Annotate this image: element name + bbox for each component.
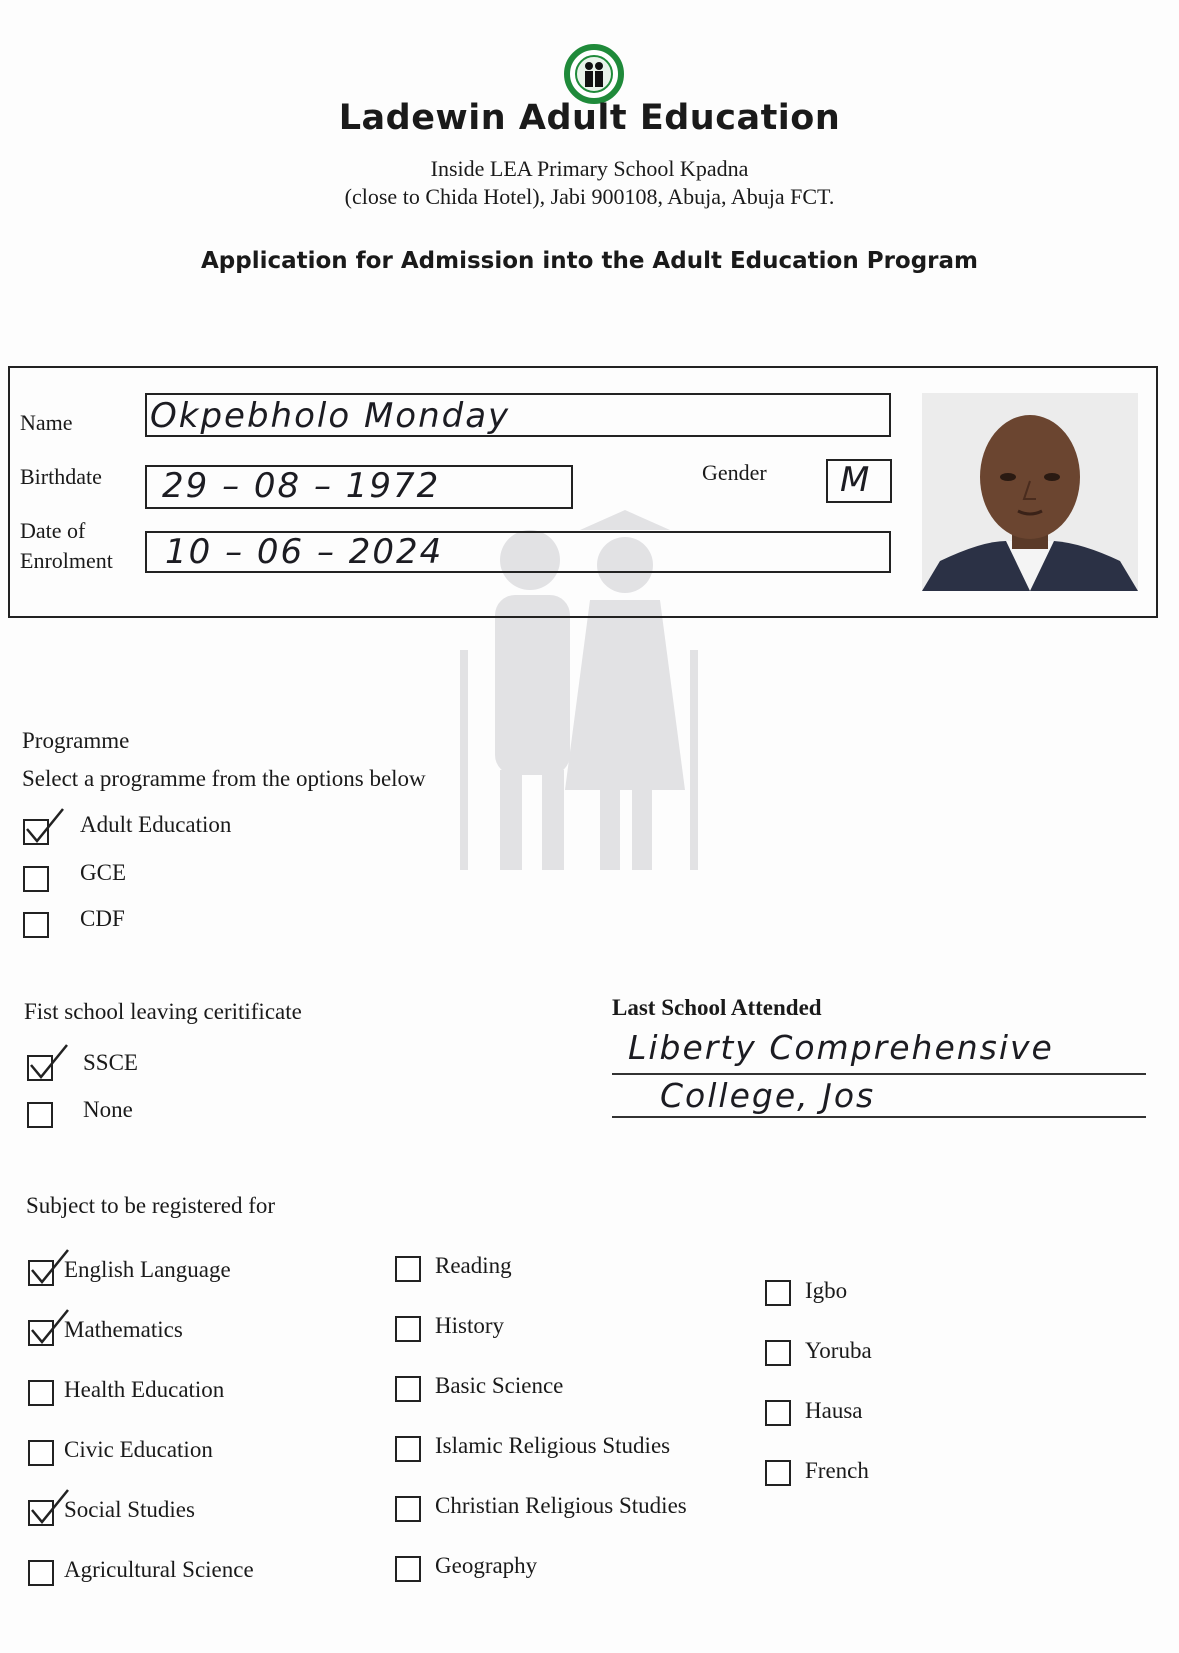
gce-label: GCE — [80, 860, 126, 885]
gender-value: M — [840, 460, 872, 500]
check-mark-icon — [23, 807, 67, 847]
hausa-label: Hausa — [805, 1398, 863, 1423]
islamic-religious-studies-label: Islamic Religious Studies — [435, 1433, 671, 1458]
check-mark-icon — [27, 1043, 71, 1083]
social-studies-label: Social Studies — [64, 1497, 195, 1522]
christian-religious-studies-checkbox[interactable] — [395, 1496, 421, 1522]
last-school-line1: Liberty Comprehensive — [628, 1028, 1054, 1067]
gender-label: Gender — [702, 460, 767, 485]
geography-label: Geography — [435, 1553, 538, 1578]
history-label: History — [435, 1313, 504, 1338]
agricultural-science-label: Agricultural Science — [64, 1557, 254, 1582]
name-label: Name — [20, 410, 73, 435]
islamic-religious-studies-checkbox[interactable] — [395, 1436, 421, 1462]
organization-name: Ladewin Adult Education — [338, 98, 841, 138]
health-education-checkbox[interactable] — [28, 1380, 54, 1406]
address-line-1: Inside LEA Primary School Kpadna — [430, 156, 749, 181]
birthdate-label: Birthdate — [20, 464, 102, 489]
igbo-label: Igbo — [805, 1278, 848, 1303]
subjects-title: Subject to be registered for — [26, 1193, 276, 1218]
adult-education-label: Adult Education — [80, 812, 232, 837]
hausa-checkbox[interactable] — [765, 1400, 791, 1426]
certificate-title: Fist school leaving ceritificate — [24, 999, 302, 1024]
enrolment-value: 10 – 06 – 2024 — [165, 532, 444, 572]
agricultural-science-checkbox[interactable] — [28, 1560, 54, 1586]
last-school-underline-1 — [612, 1073, 1146, 1075]
civic-education-checkbox[interactable] — [28, 1440, 54, 1466]
name-value: Okpebholo Monday — [150, 396, 511, 436]
last-school-title: Last School Attended — [612, 995, 822, 1020]
history-checkbox[interactable] — [395, 1316, 421, 1342]
ssce-label: SSCE — [83, 1050, 138, 1075]
french-label: French — [805, 1458, 869, 1483]
french-checkbox[interactable] — [765, 1460, 791, 1486]
basic-science-label: Basic Science — [435, 1373, 564, 1398]
english-language-checkbox[interactable] — [28, 1260, 54, 1286]
igbo-checkbox[interactable] — [765, 1280, 791, 1306]
gce-checkbox[interactable] — [23, 866, 49, 892]
social-studies-checkbox[interactable] — [28, 1500, 54, 1526]
birthdate-value: 29 – 08 – 1972 — [162, 466, 441, 506]
cdf-checkbox[interactable] — [23, 912, 49, 938]
programme-instruction: Select a programme from the options below — [22, 766, 426, 791]
programme-title: Programme — [22, 728, 130, 753]
last-school-underline-2 — [612, 1116, 1146, 1118]
reading-checkbox[interactable] — [395, 1256, 421, 1282]
school-logo-icon — [564, 44, 624, 104]
civic-education-label: Civic Education — [64, 1437, 213, 1462]
health-education-label: Health Education — [64, 1377, 225, 1402]
yoruba-label: Yoruba — [805, 1338, 872, 1363]
christian-religious-studies-label: Christian Religious Studies — [435, 1493, 687, 1518]
mathematics-checkbox[interactable] — [28, 1320, 54, 1346]
basic-science-checkbox[interactable] — [395, 1376, 421, 1402]
reading-label: Reading — [435, 1253, 512, 1278]
geography-checkbox[interactable] — [395, 1556, 421, 1582]
none-label: None — [83, 1097, 133, 1122]
address-line-2: (close to Chida Hotel), Jabi 900108, Abuja, Abuja FCT. — [344, 184, 835, 209]
ssce-checkbox[interactable] — [27, 1055, 53, 1081]
last-school-line2: College, Jos — [660, 1076, 876, 1115]
passport-photo — [922, 393, 1138, 591]
none-checkbox[interactable] — [27, 1102, 53, 1128]
adult-education-checkbox[interactable] — [23, 819, 49, 845]
mathematics-label: Mathematics — [64, 1317, 183, 1342]
enrolment-label-line1: Date of — [20, 518, 86, 543]
enrolment-label-line2: Enrolment — [20, 548, 113, 573]
cdf-label: CDF — [80, 906, 125, 931]
form-title: Application for Admission into the Adult Education Program — [200, 248, 979, 274]
english-language-label: English Language — [64, 1257, 231, 1282]
yoruba-checkbox[interactable] — [765, 1340, 791, 1366]
